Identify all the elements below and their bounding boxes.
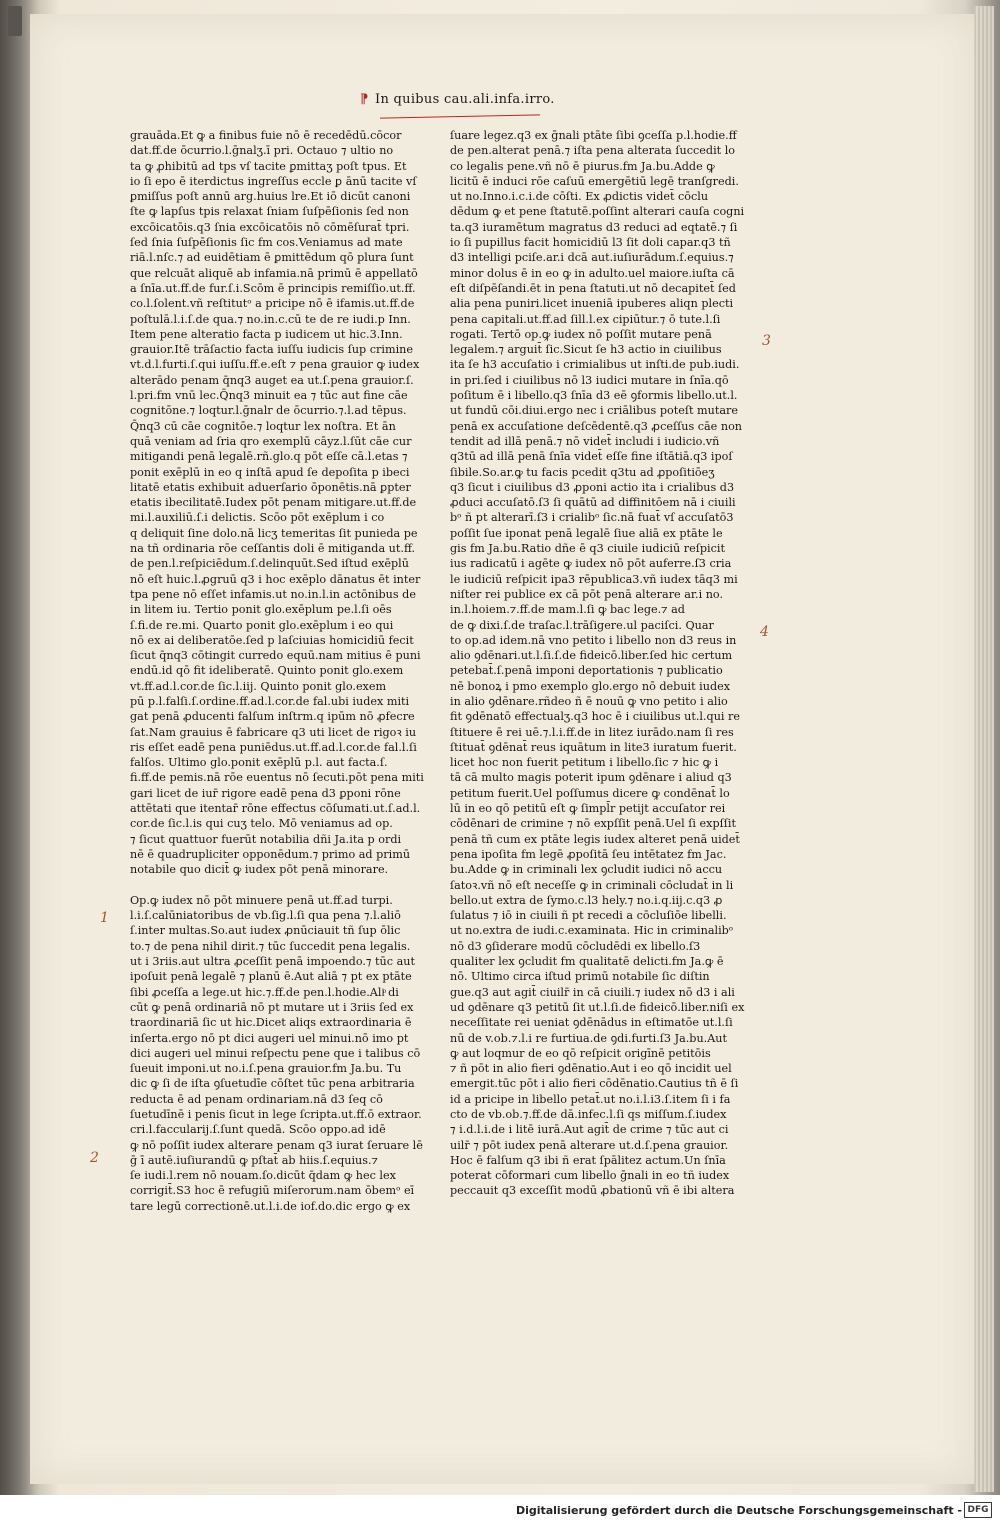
text-line: cor.de ſic.l.is qui cuʒ telo. Mō veniamus ad op. xyxy=(130,817,393,831)
text-line: ſibile.So.ar.ꝙ tu facis pcedit q3tu ad ꝓpoſitiōeʒ xyxy=(450,465,715,479)
text-line: co.l.ſolent.vñ reſtitutᵒ a pricipe nō ē ifamis.ut.ff.de xyxy=(130,297,415,311)
text-line: nē ē quadrupliciter opponēdum.⁊ primo ad primū xyxy=(130,847,411,861)
text-line: poſſit ſue iponat penā legalē ſiue aliā ex ptāte le xyxy=(450,526,723,540)
text-line: licitū ē induci rōe caſuū emergētiū legē tranſgredi. xyxy=(450,174,739,188)
text-line: ta ꝙ ꝓhibitū ad tps vſ tacite ꝑmittaʒ poſt tpus. Et xyxy=(130,159,407,173)
text-line: poſitum ē i libello.q3 ſnīa d3 eē ꝯformis libello.ut.l. xyxy=(450,389,738,403)
text-line: ſatoꝛ.vñ nō eſt neceſſe ꝙ in criminali cōcludat̄ in li xyxy=(450,878,734,892)
text-line: nō ex ai deliberatōe.ſed p laſciuias homicidiū fecit xyxy=(130,633,414,647)
text-line: ſibi ꝓceſſa a lege.ut hic.⁊.ff.de pen.l.hodie.Aliͦ di xyxy=(130,985,399,999)
text-line: bᵒ ñ pt alterarī.ſ3 i crialibᵒ ſic.nā fuat̄ vſ accuſatō3 xyxy=(450,511,734,525)
text-line: penā tñ cum ex ptāte legis iudex alteret penā uidet̄ xyxy=(450,832,740,846)
text-line: q3 ſicut i ciuilibus d3 ꝓponi actio ita i crialibus d3 xyxy=(450,480,735,494)
text-line: vt.ff.ad.l.cor.de ſic.l.iij. Quinto ponit glo.exem xyxy=(130,679,387,693)
text-line: lū in eo qō petitū eſt ꝙ ſimpl̄r petijt accuſator rei xyxy=(450,802,726,816)
text-line: gue.q3 aut agit̄ ciuilr̄ in cā ciuili.⁊ iudex nō d3 i ali xyxy=(450,985,735,999)
text-line: ponit exēplū in eo q inſtā apud ſe depoſita p ibeci xyxy=(130,465,410,479)
footer-credit: Digitalisierung gefördert durch die Deutsche Forschungsgemeinschaft - xyxy=(515,1504,962,1517)
margin-note-3: 3 xyxy=(762,333,771,349)
text-line: qualiter lex ꝯcludit fm qualitatē delicti.fm Ja.ꝙ ē xyxy=(450,955,724,969)
text-line: ſueuit imponi.ut no.i.ſ.pena grauior.fm Ja.bu. Tu xyxy=(130,1062,402,1076)
text-line: legalem.⁊ arguit̄ ſic.Sicut ſe h3 actio in ciuilibus xyxy=(450,343,722,357)
text-line: falſos. Ultimo glo.ponit exēplū p.l. aut facta.ſ. xyxy=(130,756,388,770)
text-line: io ſi pupillus facit homicidiū l3 ſit doli capar.q3 tñ xyxy=(450,236,731,250)
text-line: ⁊ ſicut quattuor fuerūt notabilia dñi Ja.ita p ordi xyxy=(130,832,402,846)
text-line: pena capitali.ut.ff.ad ſill.l.ex cipiūtur.⁊ ō tute.l.ſi xyxy=(450,312,721,326)
text-line: nē bonoꝝ i pmo exemplo glo.ergo nō debuit iudex xyxy=(450,679,731,693)
header-initial-mark: ⁋ xyxy=(360,92,369,107)
text-line: inſerta.ergo nō pt dici augeri uel minui.nō imo pt xyxy=(130,1031,409,1045)
text-line: ipoſuit penā legalē ⁊ planū ē.Aut aliā ⁊ pt ex ptāte xyxy=(130,970,412,984)
text-line: neceſſitate rei ueniat ꝯdēnādus in eſtimatōe ut.l.ſi xyxy=(450,1016,733,1030)
text-line: ut no.extra de iudi.c.examinata. Hic in criminalibᵒ xyxy=(450,924,734,938)
text-line: l.i.ſ.calūniatoribus de vb.ſig.l.ſi qua pena ⁊.l.aliō xyxy=(130,909,401,923)
left-column xyxy=(130,128,432,1214)
text-line: ris eſſet eadē pena puniēdus.ut.ff.ad.l.cor.de fal.l.ſi xyxy=(130,740,417,754)
text-line: to op.ad idem.nā vno petito i libello non d3 reus in xyxy=(450,633,737,647)
running-header xyxy=(360,92,680,120)
text-line: gis fm Ja.bu.Ratio dñe ē q3 ciuile iudiciū reſpicit xyxy=(450,542,725,556)
text-line: q3tū ad illā penā ſnīa videt̄ eſſe fine iſtātiā.q3 ipoſ xyxy=(450,450,733,464)
text-line: dēdum ꝙ et pene ſtatutē.poſſint alterari cauſa cogni xyxy=(450,205,745,219)
text-line: fit ꝯdēnatō effectualʒ.q3 hoc ē i ciuilibus ut.l.qui re xyxy=(450,710,741,724)
text-line: nū de v.ob.⁊.l.i re furtiua.de ꝯdi.furti.ſ3 Ja.bu.Aut xyxy=(450,1031,728,1045)
text-line: Op.ꝙ iudex nō pōt minuere penā ut.ff.ad turpi. xyxy=(130,893,393,907)
right-column xyxy=(450,128,770,1199)
text-line: dic ꝙ ſi de iſta ꝯſuetudīe cōſtet tūc pena arbitraria xyxy=(130,1077,415,1091)
text-line: in litem iu. Tertio ponit glo.exēplum pe.l.ſi oēs xyxy=(130,603,392,617)
text-line: bello.ut extra de ſymo.c.l3 hely.⁊ no.i.q.iij.c.q3 ꝓ xyxy=(450,893,723,907)
text-line: cognitōne.⁊ loqtur.l.ḡnalr de ōcurrio.⁊.l.ad tēpus. xyxy=(130,404,407,418)
text-line: to.⁊ de pena nihil dirit.⁊ tūc ſuccedit pena legalis. xyxy=(130,939,411,953)
text-line: fi.ff.de pemis.nā rōe euentus nō ſecuti.pōt pena miti xyxy=(130,771,424,785)
margin-note-1: 1 xyxy=(100,910,109,926)
text-line: ſe iudi.l.rem nō nouam.ſo.dicūt q̄dam ꝙ hec lex xyxy=(130,1169,396,1183)
text-line: vt.d.l.furti.ſ.qui iuſſu.ff.e.eſt ⁊ pena grauior ꝙ iudex xyxy=(130,358,420,372)
text-line: tare legū correctionē.ut.l.i.de iof.do.dic ergo ꝙ ex xyxy=(130,1199,411,1213)
margin-note-2: 2 xyxy=(90,1150,99,1166)
dfg-logo: DFG xyxy=(964,1502,992,1518)
text-line: co legalis pene.vñ nō ē piurus.fm Ja.bu.Adde ꝙ xyxy=(450,159,715,173)
text-line: dat.ff.de ōcurrio.l.ḡnalʒ.ī pri. Octauo ⁊ ultio no xyxy=(130,144,394,158)
text-line: l.pri.fm vnū lec.Q̄nq3 minuit ea ⁊ tūc aut fine cāe xyxy=(130,389,408,403)
text-line: notabile quo dicit̄ ꝙ iudex pōt penā minorare. xyxy=(130,863,389,877)
text-line: pena ipoſita fm legē ꝓpoſitā ſeu intētatez fm Jac. xyxy=(450,847,727,861)
text-line: ut i 3riis.aut ultra ꝓceſſit penā impoendo.⁊ tūc aut xyxy=(130,955,415,969)
text-line: dici augeri uel minui reſpectu pene que i talibus cō xyxy=(130,1046,421,1060)
text-line: ⁊ i.d.l.i.de i litē iurā.Aut agit̄ de crime ⁊ tūc aut ci xyxy=(450,1123,729,1137)
text-line: q deliquit ſine dolo.nā licʒ temeritas ſit punieda pe xyxy=(130,526,418,540)
text-line: ꝙ aut loqmur de eo qō reſpicit origīnē petitōis xyxy=(450,1046,711,1060)
text-line: ſuetudīnē i penis ſicut in lege ſcripta.ut.ff.ō extraor. xyxy=(130,1108,422,1121)
text-line: petitum fuerit.Uel poſſumus dicere ꝙ condēnat̄ lo xyxy=(450,786,730,800)
text-line: excōicatōis.q3 ſnia excōicatōis nō cōmēſurat̄ tpri. xyxy=(130,220,410,234)
text-line: in.l.hoiem.⁊.ff.de mam.l.ſi ꝙ bac lege.⁊ ad xyxy=(450,603,685,617)
text-line: penā ex accuſatione deſcēdentē.q3 ꝓceſſus cāe non xyxy=(450,419,743,433)
text-line: eſt diſpēſandi.ēt in pena ſtatuti.ut nō decapitet̄ ſed xyxy=(450,281,736,295)
text-line: ius radicatū i agēte ꝙ iudex nō pōt auferre.ſ3 cria xyxy=(450,557,732,571)
text-line: alterādo penam q̄nq3 auget ea ut.ſ.pena grauior.ſ. xyxy=(130,373,414,387)
text-line: cri.l.faccularij.ſ.ſunt quedā. Scōo oppo.ad idē xyxy=(130,1123,386,1137)
text-line: ꝙ nō poſſit iudex alterare penam q3 iurat ſeruare lē xyxy=(130,1138,423,1152)
text-line: attētati que itentar̄ rōne effectus cōſumati.ut.ſ.ad.l. xyxy=(130,802,421,816)
text-line: in pri.ſed i ciuilibus nō l3 iudici mutare in ſnīa.qō xyxy=(450,373,729,387)
text-line: poterat cōformari cum libello ḡnali in eo tñ iudex xyxy=(450,1169,730,1183)
text-line: na tñ ordinaria rōe ceſſantis doli ē mitiganda ut.ff. xyxy=(130,542,416,556)
text-line: id a pricipe in libello petat̄.ut no.i.l.i3.ſ.item ſi i fa xyxy=(450,1092,731,1106)
text-line: d3 intelligi pciſe.ar.i dcā aut.iuſiurādum.ſ.equius.⁊ xyxy=(450,251,734,265)
text-line: nō. Ultimo circa iſtud primū notabile ſic diſtin xyxy=(450,970,710,984)
text-line: bu.Adde ꝙ in criminali lex ꝯcludit iudici nō accu xyxy=(450,863,723,877)
spine-mark xyxy=(8,6,22,36)
text-line: traordinariā ſic ut hic.Dicet aliqs extraordinaria ē xyxy=(130,1016,412,1030)
text-line: ſ.inter multas.So.aut iudex ꝓnūciauit tñ ſup ōlic xyxy=(130,924,401,938)
text-line: gari licet de iur̄ rigore eadē pena d3 ꝑponi rōne xyxy=(130,786,401,800)
text-line: cto de vb.ob.⁊.ff.de dā.infec.l.ſi qs miſſum.ſ.iudex xyxy=(450,1108,727,1121)
text-line: reducta ē ad penam ordinariam.nā d3 ſeq cō xyxy=(130,1092,383,1106)
text-line: minor dolus ē in eo ꝙ in adulto.uel maiore.iuſta cā xyxy=(450,266,735,280)
text-line: ud ꝯdēnare q3 petitū ſit ut.l.ſi.de fideicō.liber.niſi ex xyxy=(450,1000,745,1014)
text-line: tā cā multo magis poterit ipum ꝯdēnare i aliud q3 xyxy=(450,771,732,785)
text-line: ḡ ī autē.iuſiurandū ꝙ pſtat̄ ab hiis.ſ.equius.⁊ xyxy=(130,1153,378,1167)
text-line: ſuare legez.q3 ex ḡnali ptāte ſibi ꝯceſſa p.l.hodie.ff xyxy=(450,129,737,142)
text-line: que relcuāt aliquē ab infamia.nā primū ē appellatō xyxy=(130,266,418,280)
text-line: ꝑmiſſus poſt annū arg.huius lre.Et iō dicūt canoni xyxy=(130,190,411,204)
text-line: Item pene alteratio facta p iudicem ut hic.3.Inn. xyxy=(130,327,403,341)
text-line: tendit ad illā penā.⁊ nō videt̄ includi i iudicio.vñ xyxy=(450,434,720,448)
running-header-text: In quibus cau.ali.infa.irro. xyxy=(375,92,555,107)
text-line: ſtituere ē rei uē.⁊.l.i.ff.de in litez iurādo.nam ſi res xyxy=(450,725,734,739)
text-line: nō d3 ꝯſiderare modū cōcludēdi ex libello.ſ3 xyxy=(450,939,701,953)
text-line: ſte ꝙ lapſus tpis relaxat ſniam ſuſpēſionis ſed non xyxy=(130,205,409,219)
text-line: licet hoc non fuerit petitum i libello.ſic ⁊ hic ꝙ i xyxy=(450,756,719,770)
text-line: grauāda.Et ꝙ a finibus fuie nō ē recedēdū.cōcor xyxy=(130,129,402,142)
text-line: ſtituat̄ ꝯdēnat̄ reus iquātum in lite3 iuratum fuerit. xyxy=(450,740,737,754)
text-line: Q̄nq3 cū cāe cognitōe.⁊ loqtur lex noſtra. Et ān xyxy=(130,419,396,433)
text-line: a ſnīa.ut.ff.de fur.ſ.i.Scōm ē principis remiſſio.ut.ff. xyxy=(130,281,416,295)
text-line: ſicut q̄nq3 cōtingit curredo equū.nam mitius ē puni xyxy=(130,649,421,663)
text-line: ut fundū cōi.diui.ergo nec i criālibus poteſt mutare xyxy=(450,404,738,418)
text-line: de ꝙ dixi.ſ.de traſac.l.trāſigere.ul paciſci. Quar xyxy=(450,618,714,632)
text-line: tpa pene nō eſſet infamis.ut no.in.l.in actōnibus de xyxy=(130,587,416,601)
text-line: grauior.Itē trāſactio facta iuſſu iudicis ſup crimine xyxy=(130,343,413,357)
text-line: mi.l.auxiliū.ſ.i delictis. Scōo pōt exēplum i co xyxy=(130,511,385,525)
text-line: ita ſe h3 accuſatio i crimialibus ut inſti.de pub.iudi. xyxy=(450,358,740,372)
page-edge xyxy=(974,6,994,1492)
text-line: quā veniam ad ſria qro exemplū cāyz.l.ſūt cāe cur xyxy=(130,434,412,448)
text-line: ſ.fi.de re.mi. Quarto ponit glo.exēplum i eo qui xyxy=(130,618,394,632)
text-line xyxy=(130,878,432,893)
text-line: endū.id qō fit ideliberatē. Quinto ponit glo.exem xyxy=(130,664,404,678)
text-line: alia pena puniri.licet inueniā ipuberes aliqn plecti xyxy=(450,297,734,311)
text-line: rogati. Tertō op.ꝙ iudex nō poſſit mutare penā xyxy=(450,327,712,341)
text-line: uilr̄ ⁊ pōt iudex penā alterare ut.d.ſ.pena grauior. xyxy=(450,1138,729,1152)
text-line: peccauit q3 exceſſit modū ꝓbationū vñ ē ibi altera xyxy=(450,1184,735,1198)
text-line: litatē etatis exhibuit aduerſario ōponētis.nā ꝑpter xyxy=(130,480,411,494)
text-line: etatis ibecilitatē.Iudex pōt penam mitigare.ut.ff.de xyxy=(130,496,417,510)
text-line: gat penā ꝓducenti falſum inſtrm.q ipūm nō ꝓfecre xyxy=(130,710,415,724)
text-line: cōdēnari de crimine ⁊ nō expſſit penā.Uel ſi expſſit xyxy=(450,817,736,831)
text-line: io ſi epo ē iterdictus ingreſſus eccle ꝑ ānū tacite vſ xyxy=(130,174,417,188)
text-line: niſter rei publice ex cā pōt penā alterare ar.i no. xyxy=(450,587,723,601)
text-line: poſtulā.l.i.ſ.de qua.⁊ no.in.c.cū te de re iudi.p Inn. xyxy=(130,312,411,326)
text-line: de pen.alterat penā.⁊ iſta pena alterata ſuccedit lo xyxy=(450,144,736,158)
text-line: emergit.tūc pōt i alio fieri cōdēnatio.Cautius tñ ē ſi xyxy=(450,1077,739,1091)
text-line: ſed ſnia ſuſpēſionis ſic fm cos.Veniamus ad mate xyxy=(130,236,403,250)
text-line: mitigandi penā legalē.rñ.glo.q pōt eſſe cā.l.etas ⁊ xyxy=(130,450,408,464)
text-line: Hoc ē falſum q3 ibi ñ erat ſpālitez actum.Un ſnīa xyxy=(450,1153,726,1167)
text-line: ſulatus ⁊ iō in ciuili ñ pt recedi a cōcluſiōe libelli. xyxy=(450,909,727,923)
text-line: pū p.l.falſi.ſ.ordine.ff.ad.l.cor.de fal.ubi iudex miti xyxy=(130,694,410,708)
text-line: de pen.l.reſpiciēdum.ſ.delinquūt.Sed iſtud exēplū xyxy=(130,557,409,571)
text-line: le iudiciū reſpicit ipa3 rēpublica3.vñ iudex tāq3 mi xyxy=(450,572,738,586)
text-line: riā.l.nſc.⁊ ad euidētiam ē ꝑmittēdum qō plura ſunt xyxy=(130,251,414,265)
text-line: nō eſt huic.l.ꝓgruū q3 i hoc exēplo dānatus ēt inter xyxy=(130,572,421,586)
text-line: ta.q3 iuramētum magratus d3 reduci ad eqtatē.⁊ ſi xyxy=(450,220,738,234)
margin-note-4: 4 xyxy=(760,624,769,640)
text-line: alio ꝯdēnari.ut.l.ſi.ſ.de fideicō.liber.ſed hic certum xyxy=(450,649,733,663)
text-line: ⁊ ñ pōt in alio fieri ꝯdēnatio.Aut i eo qō incidit uel xyxy=(450,1062,732,1076)
text-line: cūt ꝙ penā ordinariā nō pt mutare ut i 3riis ſed ex xyxy=(130,1000,414,1014)
text-line: ut no.Inno.i.c.i.de cōſti. Ex ꝓdictis videt̄ cōclu xyxy=(450,190,709,204)
text-line: petebat̄.ſ.penā imponi deportationis ⁊ publicatio xyxy=(450,664,723,678)
text-line: ſat.Nam grauius ē fabricare q3 uti licet de rigoꝛ iu xyxy=(130,725,417,739)
text-line: ꝓduci accuſatō.ſ3 ſi quātū ad diffinitōem nā i ciuili xyxy=(450,496,736,510)
text-line: in alio ꝯdēnare.rñdeo ñ ē nouū ꝙ vno petito i alio xyxy=(450,694,728,708)
text-line: corrigit̄.S3 hoc ē refugiū miſerorum.nam ōbemᵒ eī xyxy=(130,1184,415,1198)
